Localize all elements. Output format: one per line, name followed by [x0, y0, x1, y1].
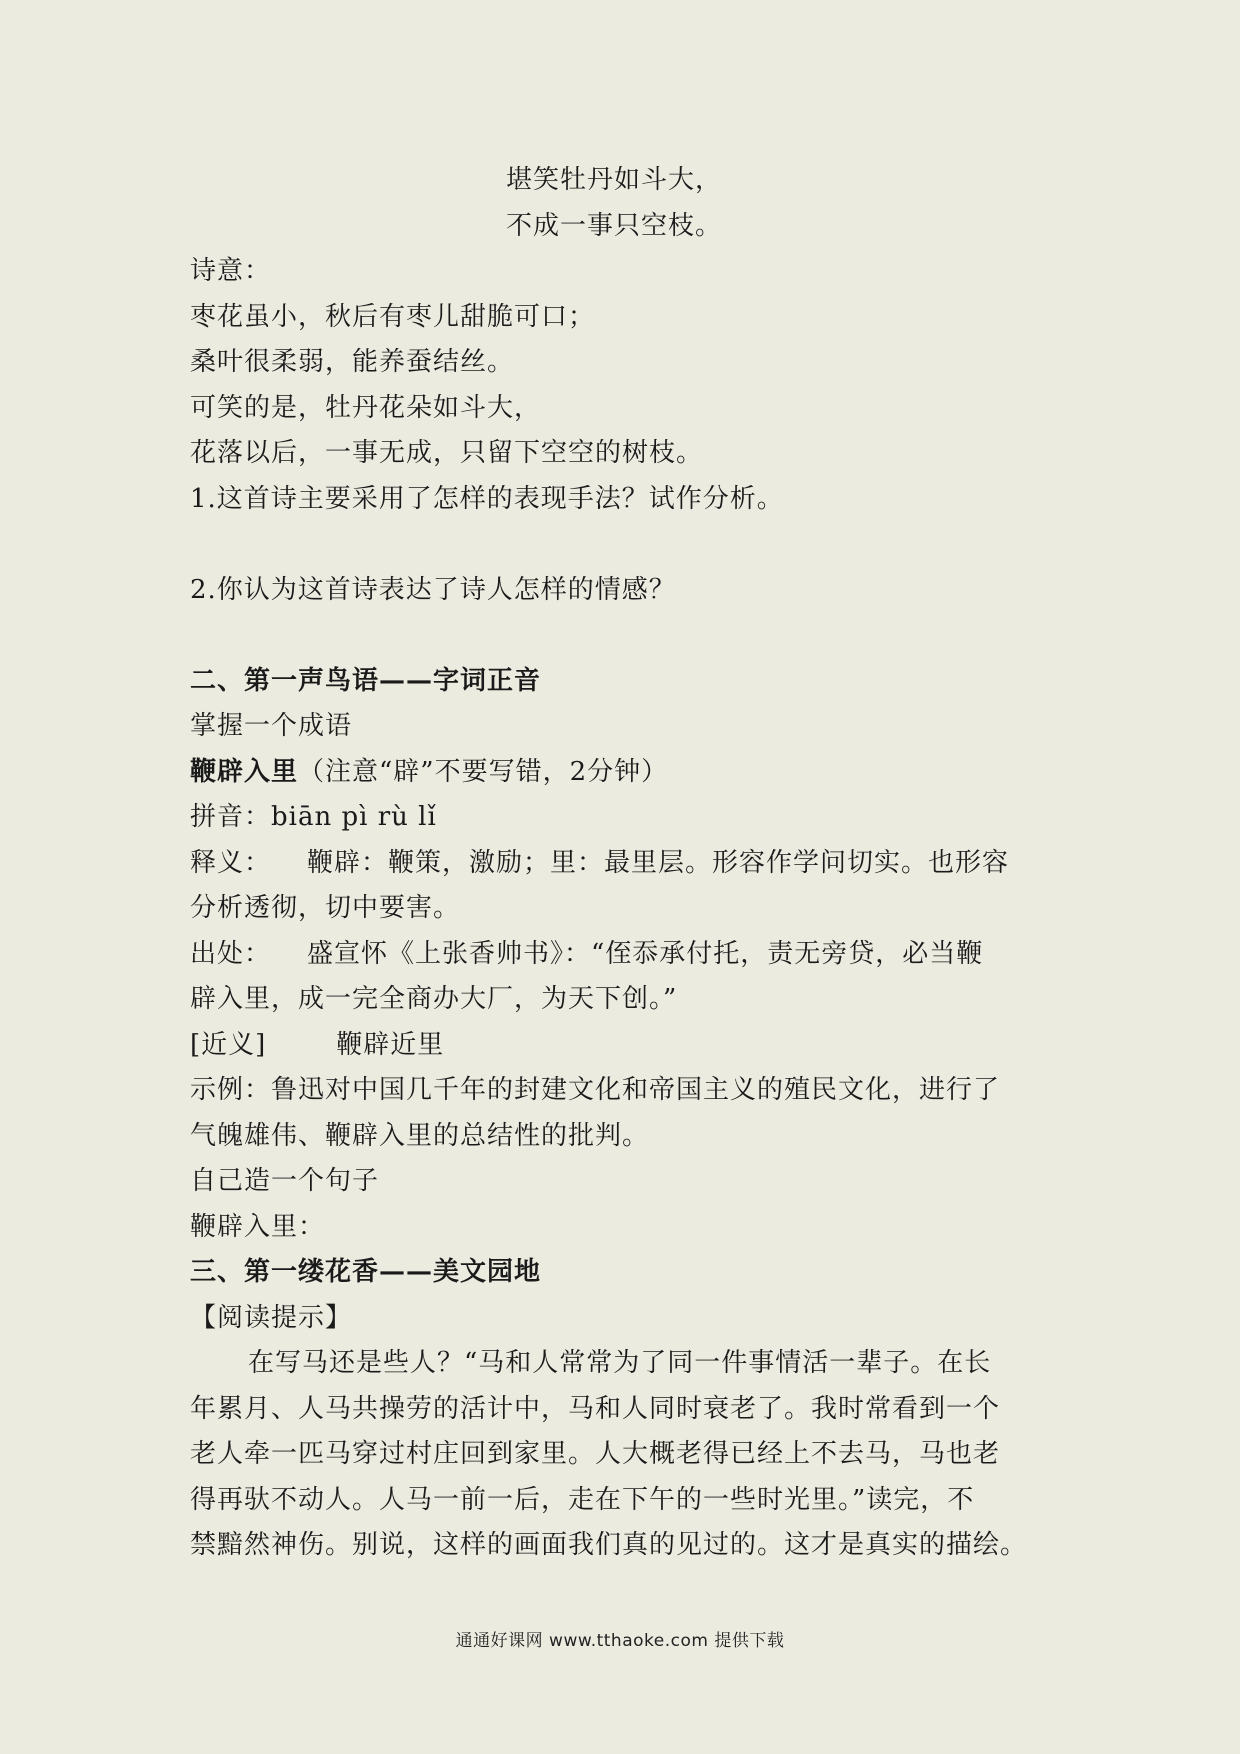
- paragraph-line: 老人牵一匹马穿过村庄回到家里。人大概老得已经上不去马，马也老: [190, 1439, 1001, 1469]
- answer-space: [190, 613, 1050, 659]
- paragraph-line: 禁黯然神伤。别说，这样的画面我们真的见过的。这才是真实的描绘。: [190, 1530, 1028, 1560]
- reading-tip-label: 【阅读提示】: [190, 1302, 353, 1333]
- page-footer: 通通好课网 www.tthaoke.com 提供下载: [455, 1631, 785, 1651]
- synonym-line: [190, 1023, 1050, 1069]
- example-line: 示例：鲁迅对中国几千年的封建文化和帝国主义的殖民文化，进行了: [190, 1075, 1001, 1105]
- document-body: [190, 158, 1050, 1569]
- definition-label: 释义：: [190, 847, 272, 878]
- section-2-intro: 掌握一个成语: [190, 711, 353, 741]
- source-text: 盛宣怀《上张香帅书》：“侄忝承付托，责无旁贷，必当鞭: [307, 938, 984, 969]
- section-2-title: 二、第一声鸟语——字词正音: [190, 665, 542, 696]
- paragraph-line: 年累月、人马共操劳的活计中，马和人同时衰老了。我时常看到一个: [190, 1393, 1001, 1424]
- source-label: 出处：: [190, 938, 272, 969]
- meaning-line: 可笑的是，牡丹花朵如斗大，: [190, 392, 542, 423]
- meaning-line: 枣花虽小，秋后有枣儿甜脆可口；: [190, 301, 596, 332]
- paragraph-line: 在写马还是些人？“马和人常常为了同一件事情活一辈子。在长: [248, 1348, 992, 1378]
- pinyin-label: 拼音：: [190, 802, 272, 832]
- idiom-term: 鞭辟入里: [190, 756, 299, 787]
- paragraph-line: 得再驮不动人。人马一前一后，走在下午的一些时光里。”读完，不: [190, 1484, 975, 1515]
- idiom-note: （注意“辟”不要写错，2分钟）: [298, 756, 669, 787]
- synonym-label: [近义]: [190, 1029, 267, 1060]
- meaning-line: 花落以后，一事无成，只留下空空的树枝。: [190, 438, 704, 468]
- meaning-line: 桑叶很柔弱，能养蚕结丝。: [190, 347, 515, 377]
- make-sentence-prompt: 鞭辟入里：: [190, 1211, 326, 1242]
- question-2: 2.你认为这首诗表达了诗人怎样的情感？: [190, 574, 676, 605]
- answer-space: [190, 522, 1050, 568]
- pinyin-value: biān pì rù lǐ: [271, 802, 437, 832]
- question-1: 1.这首诗主要采用了怎样的表现手法？试作分析。: [190, 483, 784, 514]
- example-line-continued: 气魄雄伟、鞭辟入里的总结性的批判。: [190, 1120, 650, 1151]
- synonym-value: 鞭辟近里: [336, 1029, 445, 1060]
- source-line-continued: 辟入里，成一完全商办大厂，为天下创。”: [190, 984, 678, 1014]
- definition-line: [190, 841, 1050, 887]
- section-3-title: 三、第一缕花香——美文园地: [190, 1257, 542, 1287]
- idiom-line: [190, 750, 1050, 796]
- poem-line: 不成一事只空枝。: [506, 210, 723, 241]
- source-line: [190, 932, 1050, 978]
- definition-text: 鞭辟：鞭策，激励；里：最里层。形容作学问切实。也形容: [307, 847, 1010, 878]
- poem-line: 堪笑牡丹如斗大，: [506, 165, 723, 195]
- meaning-heading: 诗意：: [190, 256, 272, 286]
- pinyin-line: [190, 795, 1050, 841]
- make-sentence-instruction: 自己造一个句子: [190, 1166, 380, 1196]
- definition-line-continued: 分析透彻，切中要害。: [190, 893, 461, 923]
